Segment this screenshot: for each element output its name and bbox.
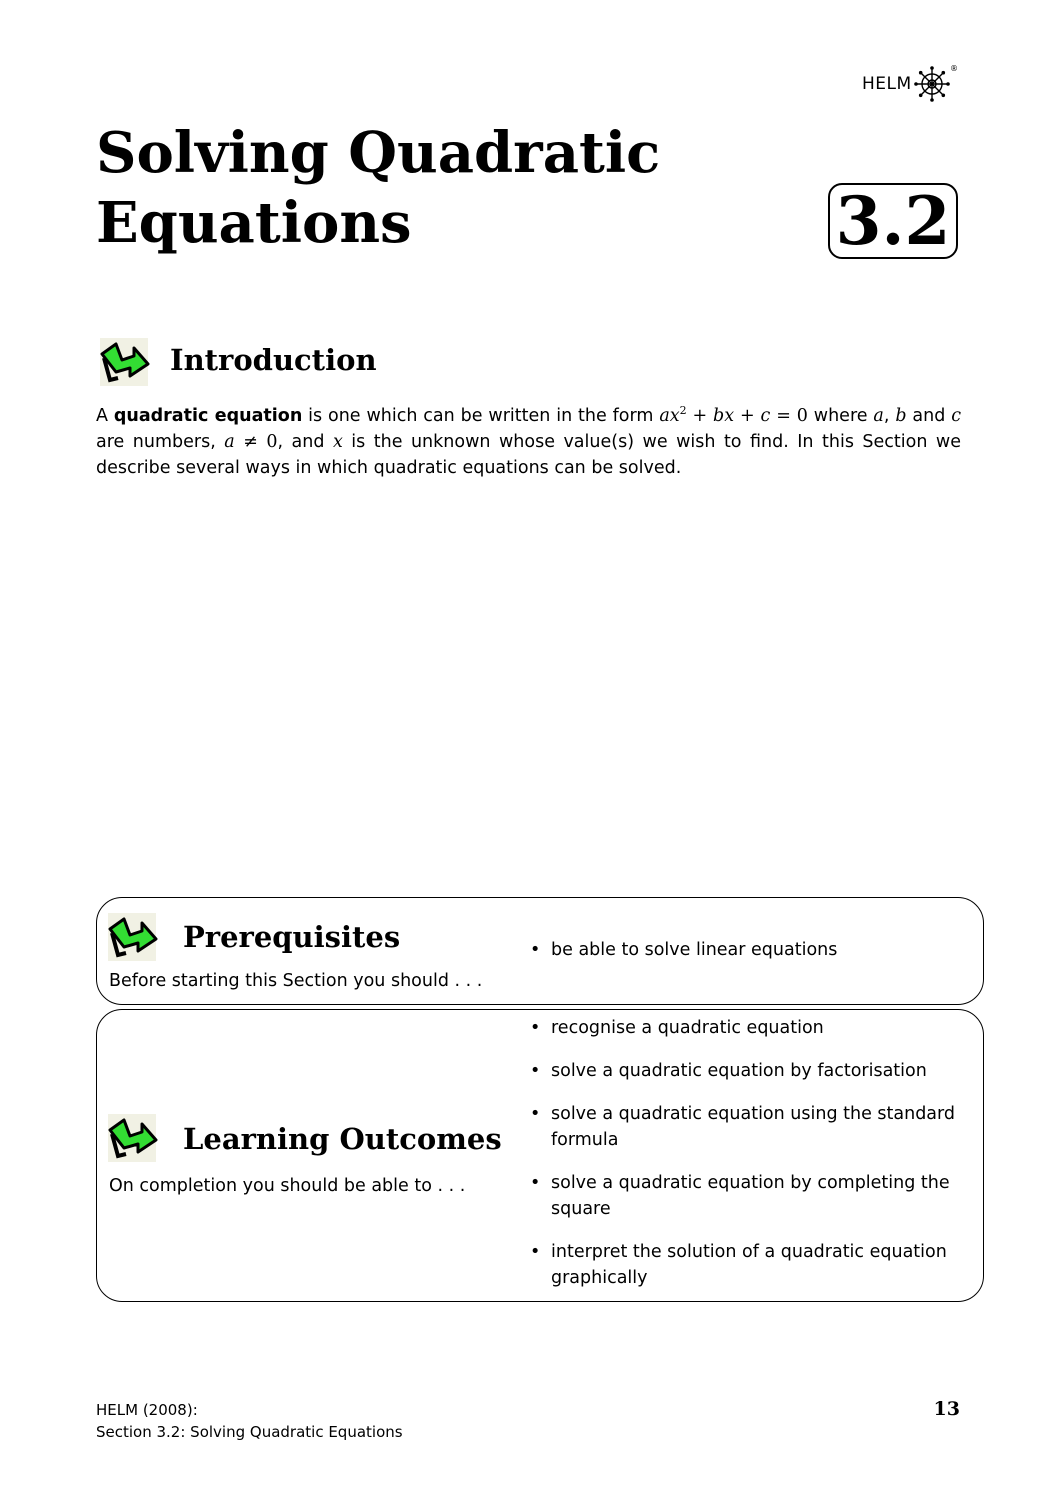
helm-logo: [862, 64, 962, 104]
registered-mark: ®: [950, 64, 958, 73]
variable-a: a: [873, 405, 884, 426]
equation-equals: = 0: [770, 405, 808, 426]
not-equal-zero: ≠ 0: [234, 431, 278, 452]
equation-term: + bx + c: [686, 405, 771, 426]
green-arrow-icon: [96, 334, 152, 390]
variable-c: c: [951, 405, 962, 426]
list-item: • solve a quadratic equation by factorisation: [528, 1058, 958, 1084]
prerequisites-heading: Prerequisites: [183, 920, 401, 954]
section-number-box: [828, 183, 958, 259]
intro-text-part: where: [807, 405, 874, 426]
learning-outcomes-list: [528, 1015, 958, 1308]
footer-line-2: Section 3.2: Solving Quadratic Equations: [96, 1423, 403, 1441]
page-title: [96, 118, 796, 258]
section-number: 3.2: [835, 182, 951, 260]
introduction-paragraph: [96, 398, 961, 481]
intro-text-part: is the unknown whose value(s) we wish to find. In this Section we describe several ways in which quadratic equations can be solved.: [96, 431, 961, 478]
introduction-heading: Introduction: [170, 343, 377, 377]
logo-text: HELM: [862, 74, 912, 94]
variable-a: a: [224, 431, 235, 452]
intro-bold-term: quadratic equation: [113, 405, 303, 426]
prerequisites-intro: Before starting this Section you should . . .: [109, 971, 483, 991]
learning-outcomes-heading: Learning Outcomes: [183, 1122, 502, 1156]
learning-outcomes-intro: On completion you should be able to . . .: [109, 1176, 466, 1196]
green-arrow-icon: [104, 1110, 160, 1166]
prerequisites-list: [528, 937, 958, 963]
footer: [96, 1399, 403, 1443]
intro-text-part: , and: [277, 431, 333, 452]
list-item: • interpret the solution of a quadratic equation graphically: [528, 1239, 958, 1291]
list-item: • recognise a quadratic equation: [528, 1015, 958, 1041]
list-item: • solve a quadratic equation using the standard formula: [528, 1101, 958, 1153]
list-item: • solve a quadratic equation by completing the square: [528, 1170, 958, 1222]
equation-term: ax: [659, 405, 680, 426]
intro-text-part: A: [96, 405, 114, 426]
variable-x: x: [332, 431, 343, 452]
intro-text-part: and: [906, 405, 952, 426]
variable-b: b: [895, 405, 907, 426]
page-number: 13: [933, 1398, 960, 1420]
intro-text-part: are numbers,: [96, 431, 225, 452]
list-item: • be able to solve linear equations: [528, 937, 958, 963]
green-arrow-icon: [104, 909, 160, 965]
ship-wheel-icon: [914, 66, 950, 102]
title-line-1: Solving Quadratic: [96, 120, 661, 186]
title-line-2: Equations: [96, 190, 412, 256]
intro-text-part: is one which can be written in the form: [302, 405, 660, 426]
intro-text-part: ,: [883, 405, 896, 426]
equation-exponent: 2: [679, 404, 687, 417]
footer-line-1: HELM (2008):: [96, 1401, 198, 1419]
